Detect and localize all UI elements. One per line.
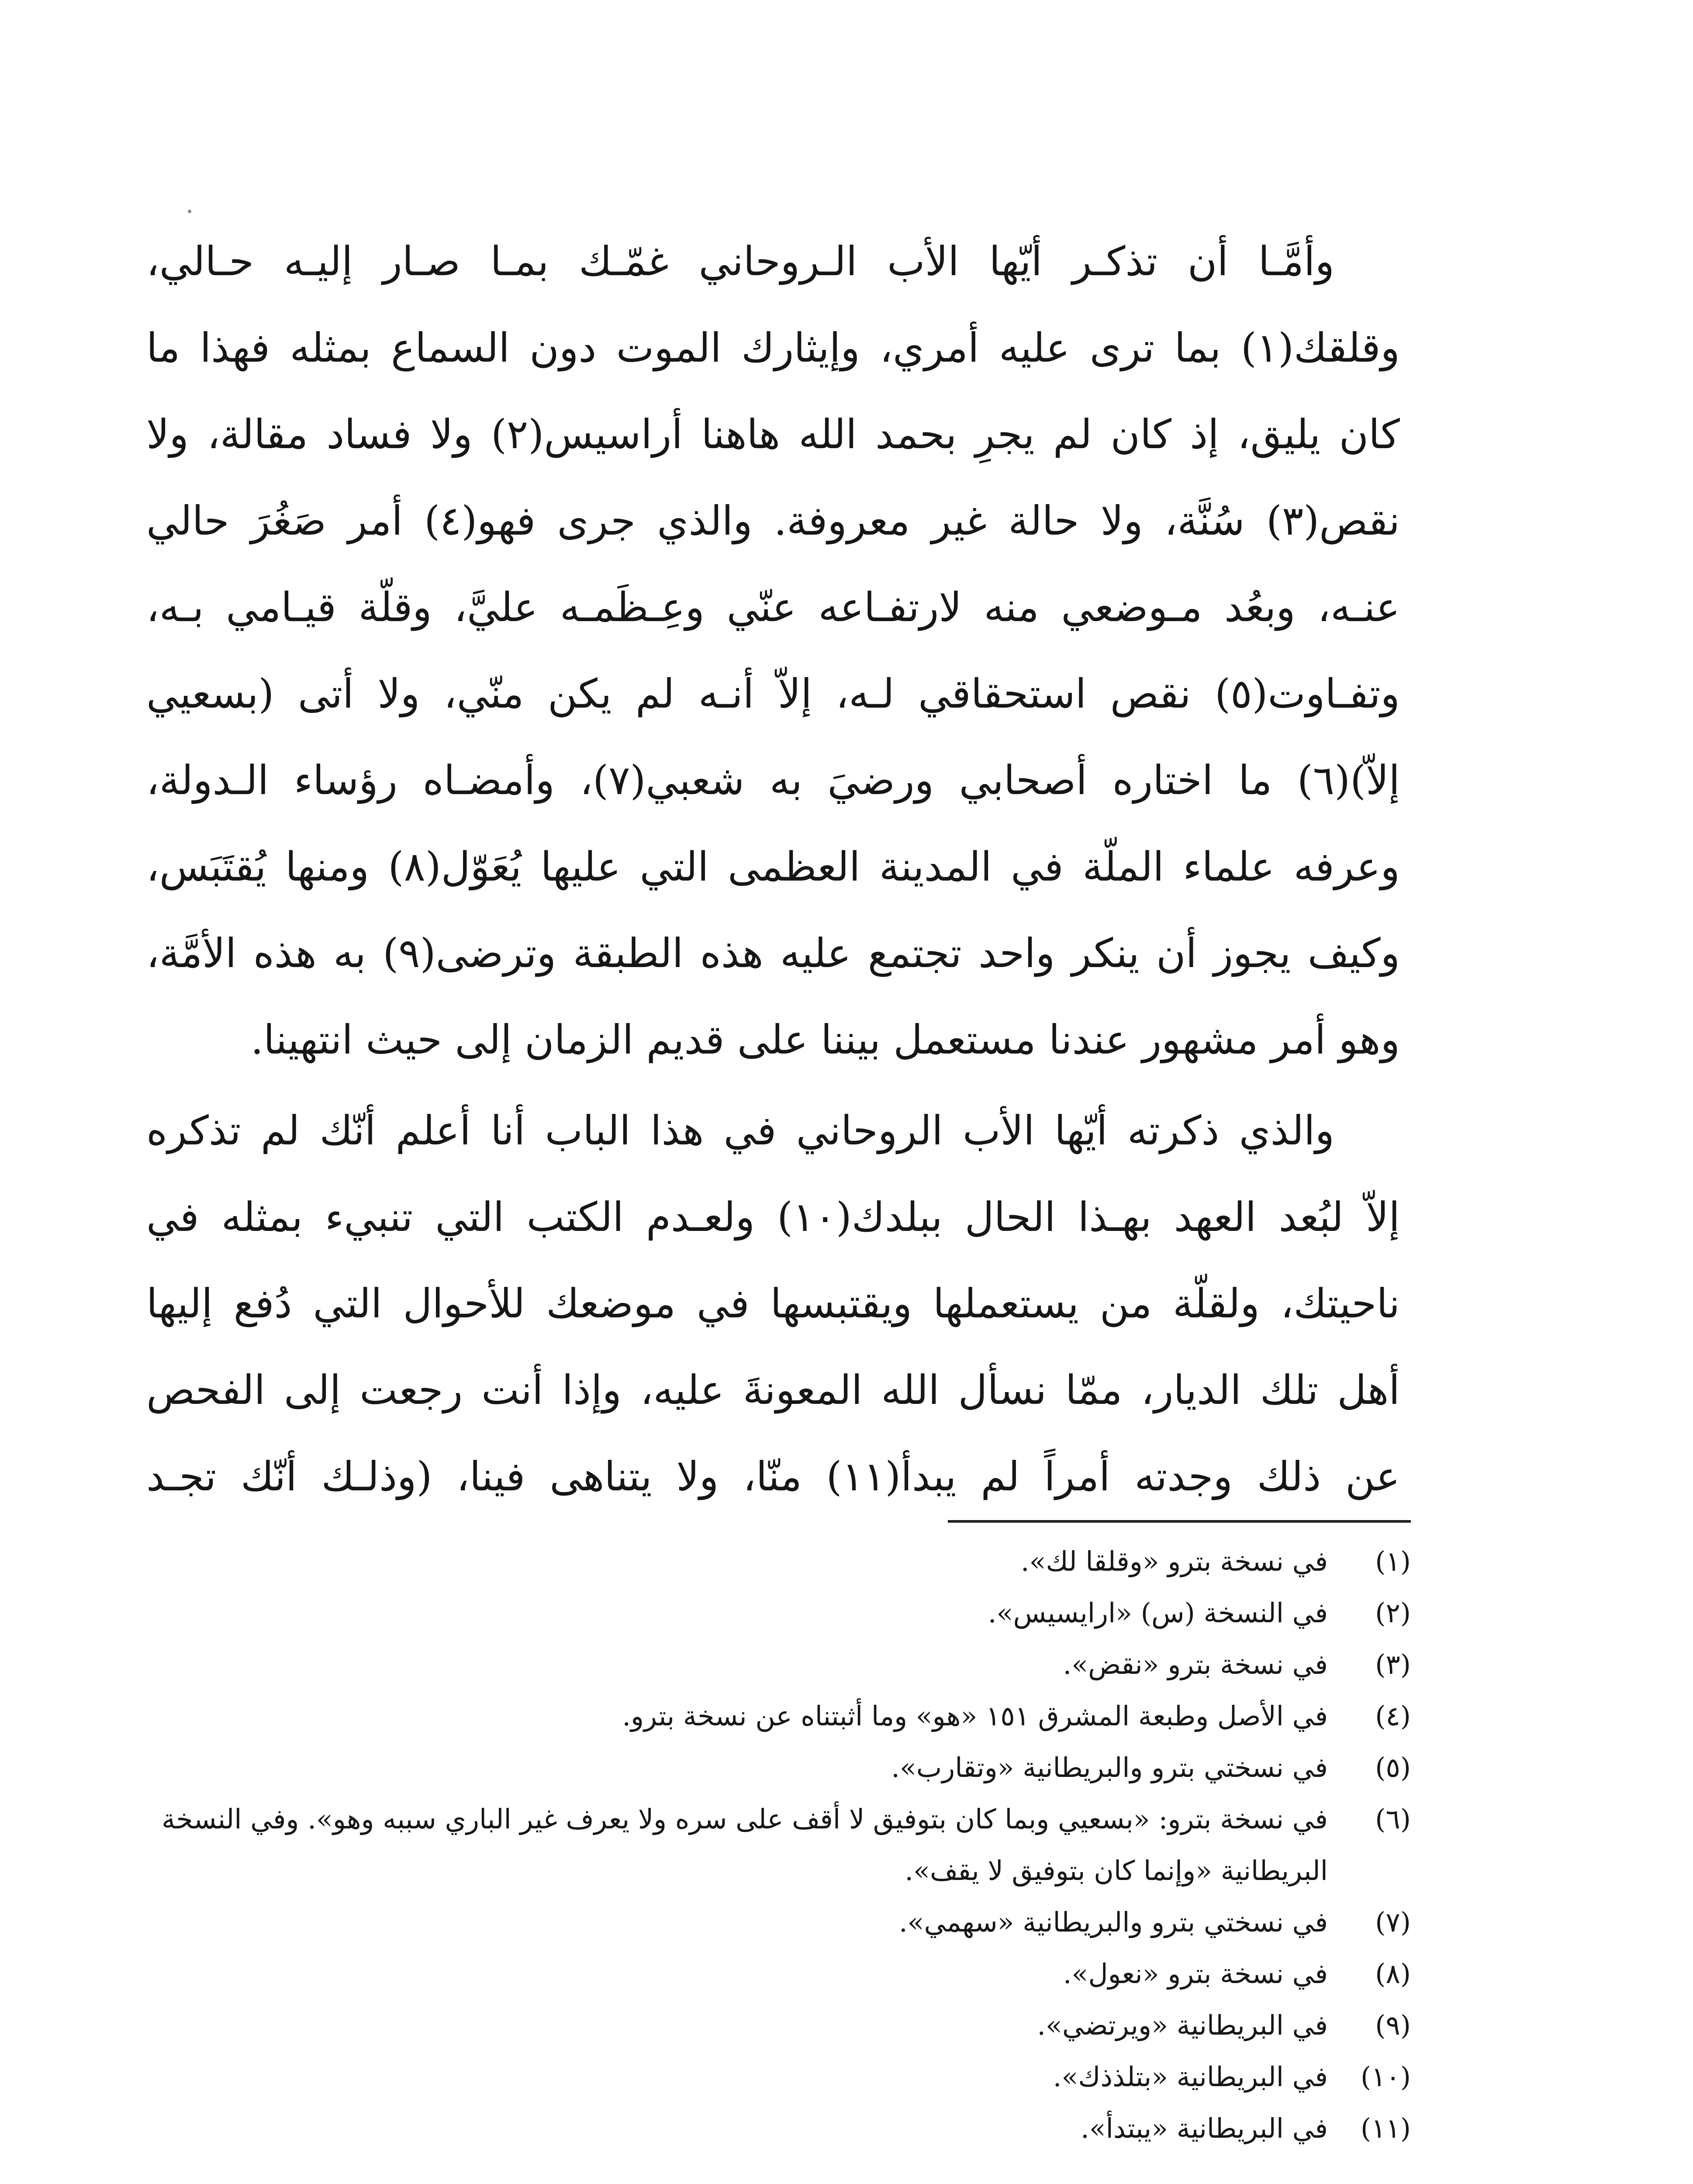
text-line: نقص(٣) سُنَّة، ولا حالة غير معروفة. والذي جرى فهو(٤) أمر صَغُرَ حالي — [146, 498, 1400, 544]
footnote-divider — [948, 1520, 1411, 1523]
text-line: وتفـاوت(٥) نقص استحقاقي لـه، إلاّ أنـه لم يكن منّي، ولا أتى (بسعيي — [146, 670, 1400, 717]
footnote-text: في الأصل وطبعة المشرق ١٥١ «هو» وما أثبتناه عن نسخة بترو. — [622, 1700, 1328, 1732]
footnote-4 — [162, 1690, 1411, 1742]
footnote-number: (٩) — [1375, 2009, 1411, 2041]
text-line: إلاّ)(٦) ما اختاره أصحابي ورضيَ به شعبي(٧)، وأمضـاه رؤساء الـدولة، — [146, 757, 1400, 804]
footnote-text: في نسخة بترو «نعول». — [1063, 1958, 1328, 1990]
footnote-number: (١) — [1375, 1545, 1411, 1577]
footnotes — [162, 1520, 1411, 2154]
footnote-3 — [162, 1639, 1411, 1690]
footnote-text: في النسخة (س) «ارايسيس». — [988, 1597, 1328, 1629]
footnote-text: في البريطانية «يبتدأ». — [1081, 2112, 1328, 2144]
footnote-11 — [162, 2103, 1411, 2154]
footnote-number: (٥) — [1375, 1752, 1411, 1783]
footnote-number: (٨) — [1375, 1958, 1411, 1990]
text-line: إلاّ لبُعد العهد بهـذا الحال ببلدك(١٠) ولعـدم الكتب التي تنبيء بمثله في — [146, 1194, 1400, 1241]
footnote-6 — [162, 1794, 1411, 1897]
text-line: وأمَّـا أن تذكـر أيّها الأب الـروحاني غمّـك بمـا صـار إليـه حـالي، — [146, 238, 1334, 285]
footnote-text: في نسخة بترو «وقلقا لك». — [1020, 1545, 1328, 1577]
text-line: وقلقك(١) بما ترى عليه أمري، وإيثارك الموت دون السماع بمثله فهذا ما — [146, 325, 1400, 371]
text-line: أهل تلك الديار، ممّا نسأل الله المعونةَ عليه، وإذا أنت رجعت إلى الفحص — [146, 1367, 1400, 1413]
footnote-9 — [162, 2000, 1411, 2051]
text-line: عن ذلك وجدته أمراً لم يبدأ(١١) منّا، ولا يتناهى فينا، (وذلـك أنّك تجـد — [146, 1453, 1400, 1500]
footnote-2 — [162, 1587, 1411, 1639]
footnote-5 — [162, 1742, 1411, 1794]
scan-speck — [188, 210, 191, 213]
footnote-number: (٢) — [1375, 1597, 1411, 1629]
footnote-number: (١١) — [1360, 2112, 1411, 2144]
paragraph-gap — [146, 1083, 1400, 1088]
text-line: وهو أمر مشهور عندنا مستعمل بيننا على قديم الزمان إلى حيث انتهينا. — [250, 1016, 1400, 1063]
text-line: ناحيتك، ولقلّة من يستعملها ويقتبسها في موضعك للأحوال التي دُفع إليها — [146, 1280, 1400, 1327]
footnote-text: في البريطانية «بتلذذك». — [1053, 2061, 1328, 2093]
paragraph-2 — [146, 1088, 1400, 1520]
footnote-text: في نسختي بترو والبريطانية «سهمي». — [898, 1906, 1328, 1938]
text-line: كان يليق، إذ كان لم يجرِ بحمد الله هاهنا أراسيس(٢) ولا فساد مقالة، ولا — [146, 411, 1400, 458]
footnote-number: (٤) — [1375, 1700, 1411, 1732]
text-line: وعرفه علماء الملّة في المدينة العظمى التي عليها يُعَوّل(٨) ومنها يُقتَبَس، — [146, 843, 1400, 890]
paragraph-1 — [146, 218, 1400, 1083]
footnote-7 — [162, 1897, 1411, 1948]
footnote-8 — [162, 1948, 1411, 2000]
main-text — [146, 218, 1400, 1520]
footnote-number: (٣) — [1375, 1648, 1411, 1680]
text-line: عنـه، وبعُد مـوضعي منه لارتفـاعه عنّي وعِـظَمـه عليَّ، وقلّة قيـامي بـه، — [146, 584, 1400, 631]
text-line: وكيف يجوز أن ينكر واحد تجتمع عليه هذه الطبقة وترضى(٩) به هذه الأمَّة، — [146, 930, 1400, 977]
footnote-text: في نسختي بترو والبريطانية «وتقارب». — [891, 1752, 1328, 1783]
footnote-text: في نسخة بترو: «بسعيي وبما كان بتوفيق لا أقف على سره ولا يعرف غير الباري سببه وهو». وفي النسخة البريطانية «وإنما كان بتوفيق لا يقف». — [162, 1803, 1328, 1887]
footnote-number: (٦) — [1375, 1803, 1411, 1835]
footnote-text: في نسخة بترو «نقض». — [1063, 1648, 1328, 1680]
footnote-number: (٧) — [1375, 1906, 1411, 1938]
footnote-text: في البريطانية «ويرتضي». — [1037, 2009, 1328, 2041]
footnote-10 — [162, 2051, 1411, 2103]
footnote-number: (١٠) — [1360, 2061, 1411, 2093]
footnote-1 — [162, 1536, 1411, 1587]
text-line: والذي ذكرته أيّها الأب الروحاني في هذا الباب أنا أعلم أنّك لم تذكره — [146, 1107, 1334, 1154]
